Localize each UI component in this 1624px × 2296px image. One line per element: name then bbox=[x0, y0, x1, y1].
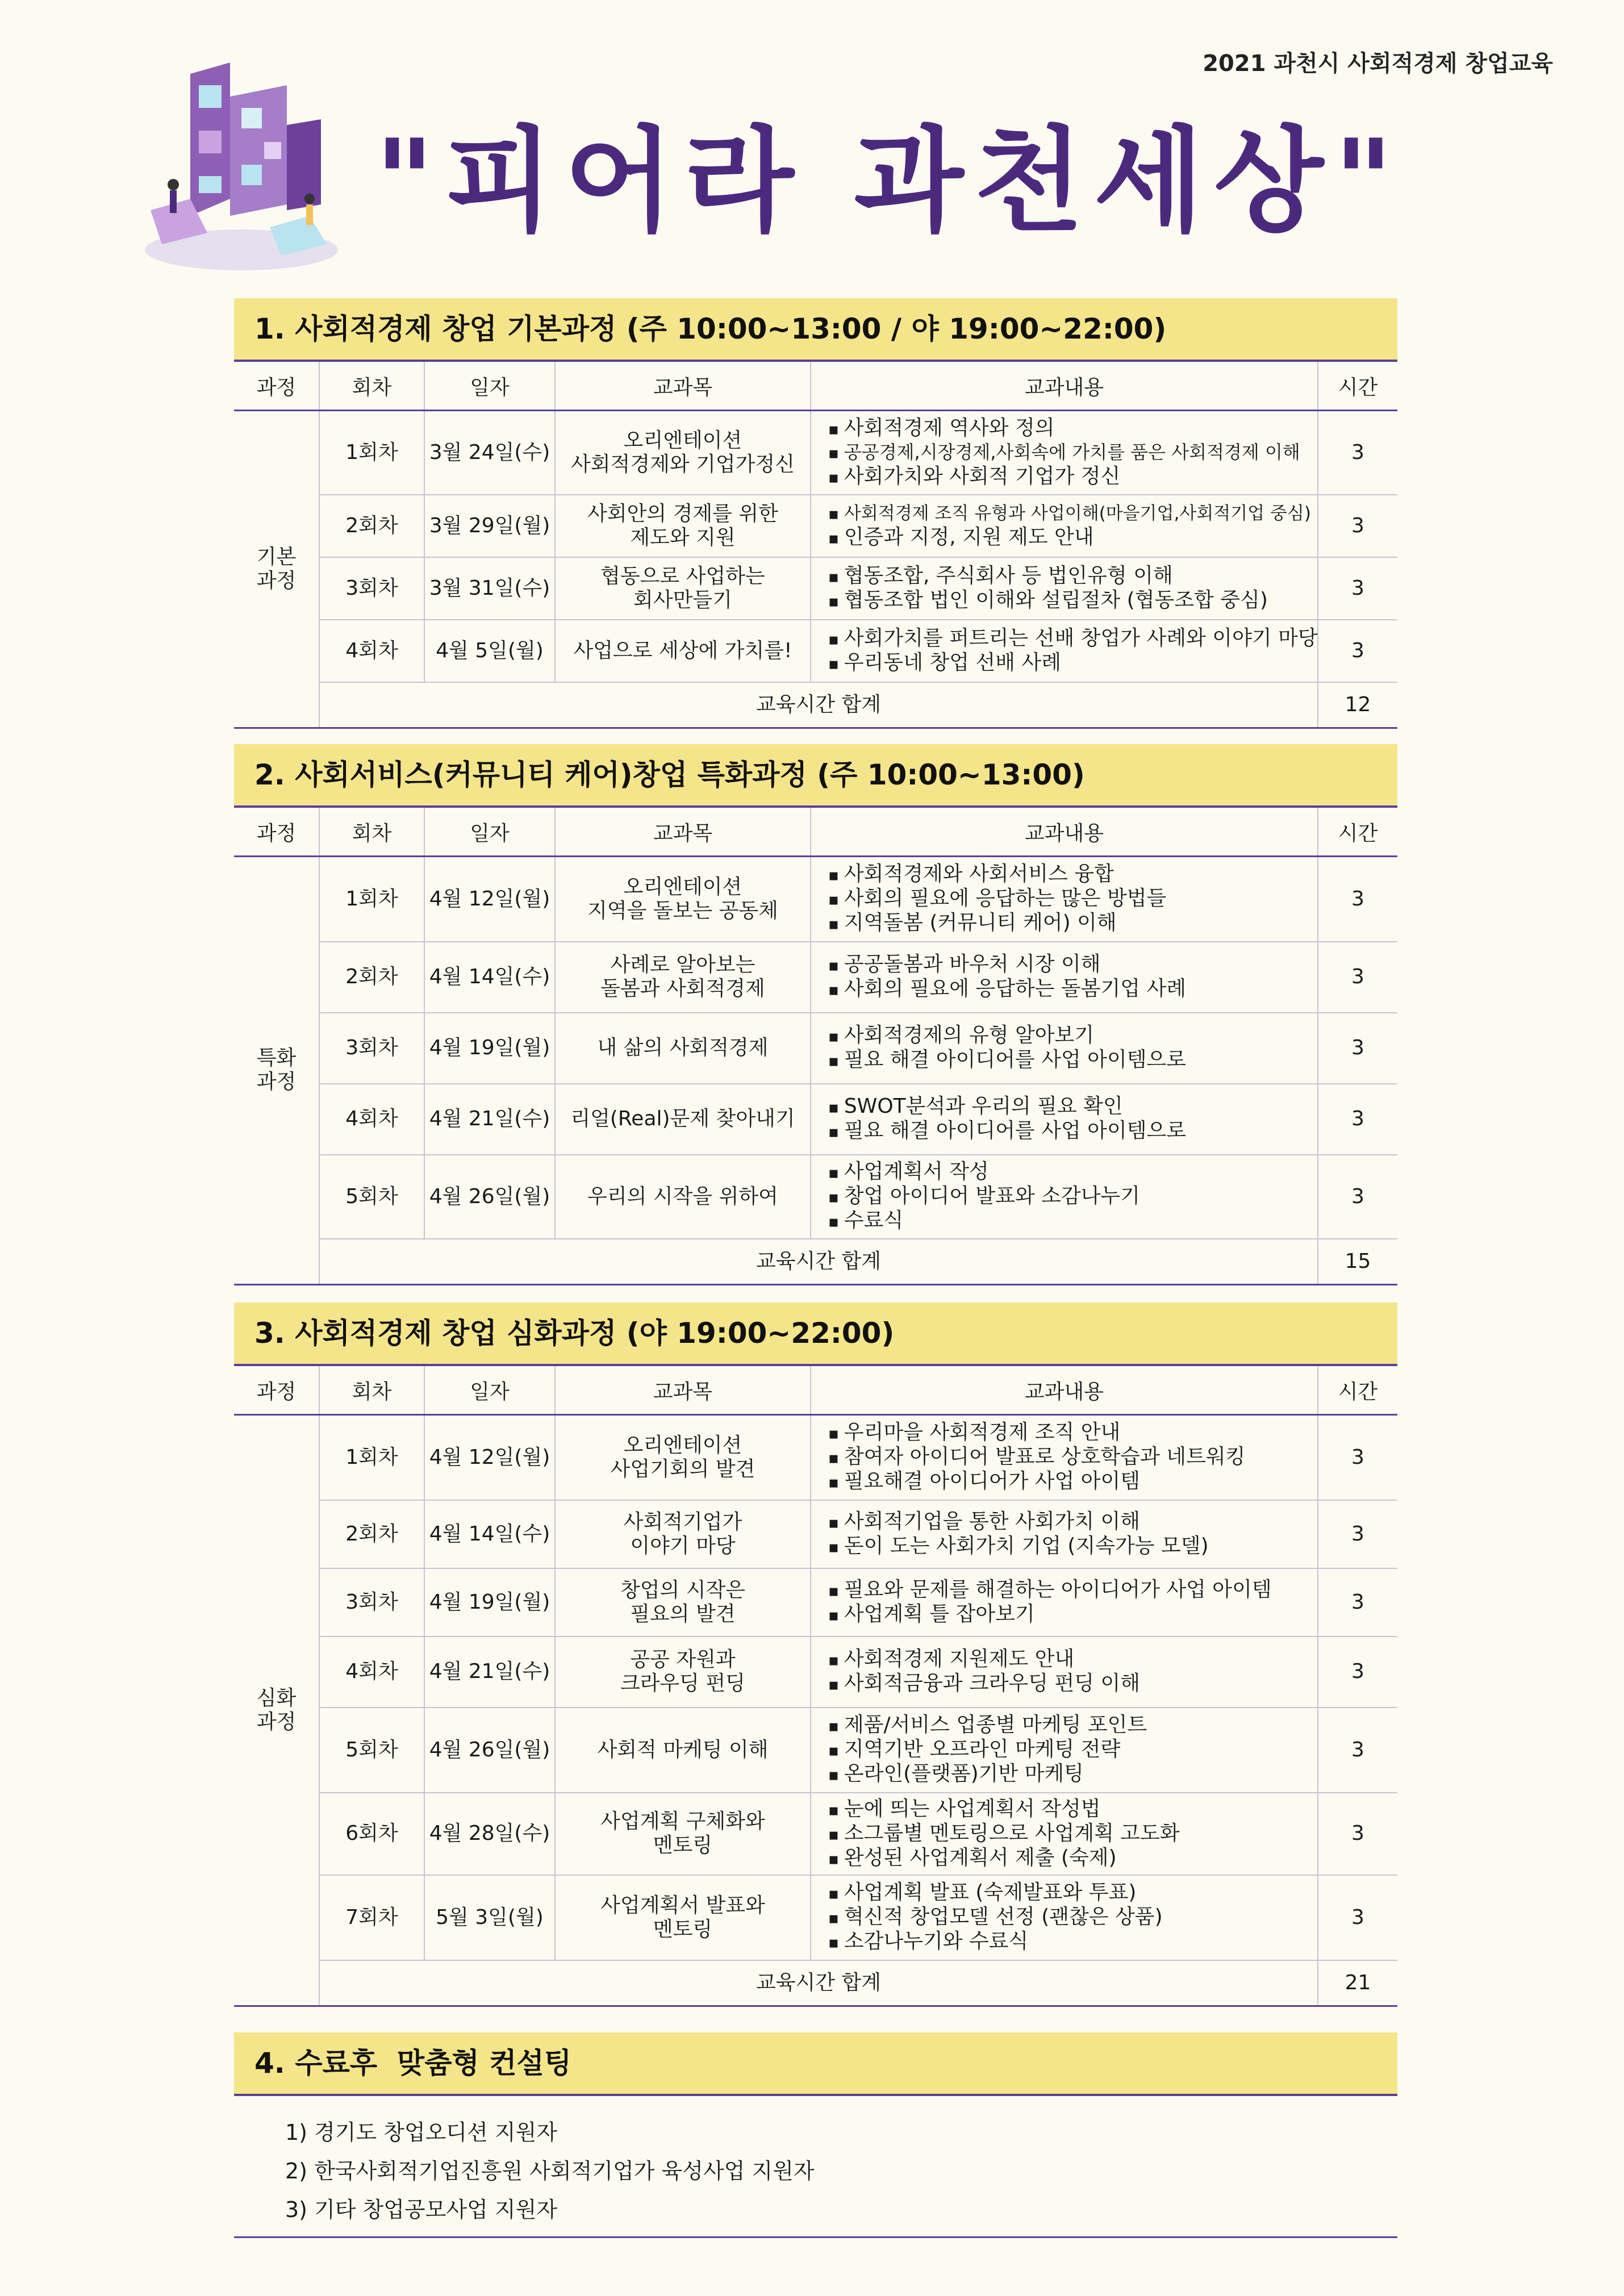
header-round: 회차 bbox=[319, 1366, 424, 1415]
hours-cell: 3 bbox=[1318, 1637, 1397, 1708]
date-cell: 4월 21일(수) bbox=[424, 1084, 555, 1155]
hours-cell: 3 bbox=[1318, 1013, 1397, 1084]
subject-cell: 사례로 알아보는 돌봄과 사회적경제 bbox=[555, 942, 811, 1013]
content-cell bbox=[811, 1013, 1318, 1084]
content-item: ▪ 제품/서비스 업종별 마케팅 포인트 bbox=[828, 1713, 1314, 1738]
content-cell bbox=[811, 1637, 1318, 1708]
hours-cell: 3 bbox=[1318, 1155, 1397, 1239]
content-item: ▪ 사업계획 틀 잡아보기 bbox=[828, 1602, 1314, 1627]
content-cell bbox=[811, 620, 1318, 682]
hours-cell: 3 bbox=[1318, 1568, 1397, 1637]
content-item: ▪ 창업 아이디어 발표와 소감나누기 bbox=[828, 1184, 1314, 1209]
subject-cell: 오리엔테이션 사업기회의 발견 bbox=[555, 1415, 811, 1500]
date-cell: 3월 29일(월) bbox=[424, 495, 555, 557]
total-label: 교육시간 합계 bbox=[319, 682, 1318, 728]
round-cell: 2회차 bbox=[319, 495, 424, 557]
subject-cell: 사업계획서 발표와 멘토링 bbox=[555, 1875, 811, 1960]
content-item: ▪ 사회적금융과 크라우딩 펀딩 이해 bbox=[828, 1672, 1314, 1696]
content-item: ▪ 협동조합, 주식회사 등 법인유형 이해 bbox=[828, 564, 1314, 588]
round-cell: 1회차 bbox=[319, 857, 424, 942]
hours-cell: 3 bbox=[1318, 942, 1397, 1013]
content-item: ▪ 사회적경제 지원제도 안내 bbox=[828, 1647, 1314, 1672]
content-item: ▪ 사회가치와 사회적 기업가 정신 bbox=[828, 465, 1314, 489]
content-item: ▪ 필요 해결 아이디어를 사업 아이템으로 bbox=[828, 1119, 1314, 1143]
header-content: 교과내용 bbox=[811, 808, 1318, 857]
section-title: 1. 사회적경제 창업 기본과정 (주 10:00~13:00 / 야 19:00~22:00) bbox=[234, 298, 1397, 362]
content-item: ▪ SWOT분석과 우리의 필요 확인 bbox=[828, 1095, 1314, 1119]
table-row bbox=[234, 1155, 1397, 1239]
content-item: ▪ 필요와 문제를 해결하는 아이디어가 사업 아이템 bbox=[828, 1578, 1314, 1602]
date-cell: 4월 21일(수) bbox=[424, 1637, 555, 1708]
round-cell: 5회차 bbox=[319, 1708, 424, 1793]
subject-cell: 내 삶의 사회적경제 bbox=[555, 1013, 811, 1084]
content-item: ▪ 인증과 지정, 지원 제도 안내 bbox=[828, 525, 1314, 550]
main-title: "피어라 과천세상" bbox=[375, 115, 1404, 248]
content-item: ▪ 지역기반 오프라인 마케팅 전략 bbox=[828, 1738, 1314, 1762]
hours-cell: 3 bbox=[1318, 1708, 1397, 1793]
content-item: ▪ 참여자 아이디어 발표로 상호학습과 네트워킹 bbox=[828, 1445, 1314, 1470]
hours-cell: 3 bbox=[1318, 620, 1397, 682]
consulting-list bbox=[234, 2096, 1397, 2238]
header-hours: 시간 bbox=[1318, 362, 1397, 411]
content-item: ▪ 사업계획서 작성 bbox=[828, 1160, 1314, 1184]
subject-cell: 사업계획 구체화와 멘토링 bbox=[555, 1793, 811, 1875]
header-subject: 교과목 bbox=[555, 362, 811, 411]
content-cell bbox=[811, 1415, 1318, 1500]
table-row bbox=[234, 1568, 1397, 1637]
table-row bbox=[234, 942, 1397, 1013]
content-item: ▪ 사회의 필요에 응답하는 돌봄기업 사례 bbox=[828, 977, 1314, 1001]
content-item: ▪ 지역돌봄 (커뮤니티 케어) 이해 bbox=[828, 911, 1314, 936]
content-item: ▪ 온라인(플랫폼)기반 마케팅 bbox=[828, 1762, 1314, 1786]
date-cell: 4월 26일(월) bbox=[424, 1708, 555, 1793]
hours-cell: 3 bbox=[1318, 1415, 1397, 1500]
total-row bbox=[234, 1239, 1397, 1285]
subject-cell: 사회안의 경제를 위한 제도와 지원 bbox=[555, 495, 811, 557]
content-item: ▪ 공공경제,시장경제,사회속에 가치를 품은 사회적경제 이해 bbox=[828, 441, 1314, 465]
date-cell: 4월 19일(월) bbox=[424, 1568, 555, 1637]
table-row bbox=[234, 495, 1397, 557]
content-item: ▪ 우리마을 사회적경제 조직 안내 bbox=[828, 1421, 1314, 1445]
hours-cell: 3 bbox=[1318, 495, 1397, 557]
header-date: 일자 bbox=[424, 362, 555, 411]
content-item: ▪ 사회의 필요에 응답하는 많은 방법들 bbox=[828, 887, 1314, 911]
content-item: ▪ 사회적경제 역사와 정의 bbox=[828, 416, 1314, 441]
table-row bbox=[234, 557, 1397, 620]
hours-cell: 3 bbox=[1318, 1500, 1397, 1568]
hours-cell: 3 bbox=[1318, 557, 1397, 620]
header-round: 회차 bbox=[319, 808, 424, 857]
date-cell: 4월 12일(월) bbox=[424, 1415, 555, 1500]
content-item: ▪ 완성된 사업계획서 제출 (숙제) bbox=[828, 1846, 1314, 1871]
subject-cell: 오리엔테이션 지역을 돌보는 공동체 bbox=[555, 857, 811, 942]
total-row bbox=[234, 682, 1397, 728]
content-item: ▪ 소그룹별 멘토링으로 사업계획 고도화 bbox=[828, 1822, 1314, 1846]
hours-cell: 3 bbox=[1318, 411, 1397, 495]
content-item: ▪ 수료식 bbox=[828, 1209, 1314, 1233]
total-label: 교육시간 합계 bbox=[319, 1960, 1318, 2006]
table-row bbox=[234, 620, 1397, 682]
date-cell: 4월 5일(월) bbox=[424, 620, 555, 682]
total-label: 교육시간 합계 bbox=[319, 1239, 1318, 1285]
subject-cell: 협동으로 사업하는 회사만들기 bbox=[555, 557, 811, 620]
section-title: 3. 사회적경제 창업 심화과정 (야 19:00~22:00) bbox=[234, 1303, 1397, 1366]
round-cell: 5회차 bbox=[319, 1155, 424, 1239]
subject-cell: 창업의 시작은 필요의 발견 bbox=[555, 1568, 811, 1637]
section-basic bbox=[234, 298, 1397, 729]
table-row bbox=[234, 1415, 1397, 1500]
header-course: 과정 bbox=[234, 362, 319, 411]
content-cell bbox=[811, 1875, 1318, 1960]
round-cell: 4회차 bbox=[319, 1637, 424, 1708]
section-consulting bbox=[234, 2032, 1397, 2238]
header-content: 교과내용 bbox=[811, 362, 1318, 411]
round-cell: 4회차 bbox=[319, 1084, 424, 1155]
date-cell: 5월 3일(월) bbox=[424, 1875, 555, 1960]
table-row bbox=[234, 1875, 1397, 1960]
round-cell: 1회차 bbox=[319, 1415, 424, 1500]
hours-cell: 3 bbox=[1318, 1793, 1397, 1875]
schedule-table bbox=[234, 362, 1397, 729]
round-cell: 6회차 bbox=[319, 1793, 424, 1875]
section-special bbox=[234, 744, 1397, 1285]
course-label: 기본 과정 bbox=[234, 411, 319, 728]
content-item: ▪ 사업계획 발표 (숙제발표와 투표) bbox=[828, 1881, 1314, 1905]
total-hours: 15 bbox=[1318, 1239, 1397, 1285]
content-item: ▪ 공공돌봄과 바우처 시장 이해 bbox=[828, 953, 1314, 977]
table-row bbox=[234, 1500, 1397, 1568]
date-cell: 3월 31일(수) bbox=[424, 557, 555, 620]
header-course: 과정 bbox=[234, 1366, 319, 1415]
course-label: 특화 과정 bbox=[234, 857, 319, 1285]
header-round: 회차 bbox=[319, 362, 424, 411]
round-cell: 3회차 bbox=[319, 557, 424, 620]
content-item: ▪ 돈이 도는 사회가치 기업 (지속가능 모델) bbox=[828, 1534, 1314, 1559]
table-row bbox=[234, 1793, 1397, 1875]
header-date: 일자 bbox=[424, 808, 555, 857]
section-title: 2. 사회서비스(커뮤니티 케어)창업 특화과정 (주 10:00~13:00) bbox=[234, 744, 1397, 808]
table-row bbox=[234, 1013, 1397, 1084]
subject-cell: 리얼(Real)문제 찾아내기 bbox=[555, 1084, 811, 1155]
content-item: ▪ 사회적경제와 사회서비스 융합 bbox=[828, 862, 1314, 887]
content-item: ▪ 필요 해결 아이디어를 사업 아이템으로 bbox=[828, 1048, 1314, 1072]
section-advanced bbox=[234, 1303, 1397, 2007]
content-cell bbox=[811, 495, 1318, 557]
date-cell: 4월 28일(수) bbox=[424, 1793, 555, 1875]
total-hours: 12 bbox=[1318, 682, 1397, 728]
subject-cell: 공공 자원과 크라우딩 펀딩 bbox=[555, 1637, 811, 1708]
header-content: 교과내용 bbox=[811, 1366, 1318, 1415]
content-item: ▪ 혁신적 창업모델 선정 (괜찮은 상품) bbox=[828, 1905, 1314, 1930]
content-item: ▪ 사회가치를 퍼트리는 선배 창업가 사례와 이야기 마당 bbox=[828, 627, 1314, 651]
header-subject: 교과목 bbox=[555, 1366, 811, 1415]
hours-cell: 3 bbox=[1318, 857, 1397, 942]
course-label: 심화 과정 bbox=[234, 1415, 319, 2006]
content-item: ▪ 우리동네 창업 선배 사례 bbox=[828, 651, 1314, 675]
content-cell bbox=[811, 857, 1318, 942]
schedule-table bbox=[234, 1366, 1397, 2007]
subject-cell: 사회적 마케팅 이해 bbox=[555, 1708, 811, 1793]
content-item: ▪ 사회적기업을 통한 사회가치 이해 bbox=[828, 1510, 1314, 1534]
round-cell: 7회차 bbox=[319, 1875, 424, 1960]
hours-cell: 3 bbox=[1318, 1875, 1397, 1960]
round-cell: 1회차 bbox=[319, 411, 424, 495]
header-hours: 시간 bbox=[1318, 808, 1397, 857]
list-item: 3) 기타 창업공모사업 지원자 bbox=[285, 2197, 558, 2222]
list-item: 2) 한국사회적기업진흥원 사회적기업가 육성사업 지원자 bbox=[285, 2159, 815, 2184]
list-item: 1) 경기도 창업오디션 지원자 bbox=[285, 2120, 558, 2145]
table-row bbox=[234, 1084, 1397, 1155]
date-cell: 4월 19일(월) bbox=[424, 1013, 555, 1084]
section-title: 4. 수료후 맞춤형 컨설팅 bbox=[234, 2032, 1397, 2096]
date-cell: 4월 14일(수) bbox=[424, 1500, 555, 1568]
subject-cell: 오리엔테이션 사회적경제와 기업가정신 bbox=[555, 411, 811, 495]
hours-cell: 3 bbox=[1318, 1084, 1397, 1155]
date-cell: 3월 24일(수) bbox=[424, 411, 555, 495]
content-cell bbox=[811, 1568, 1318, 1637]
content-cell bbox=[811, 1708, 1318, 1793]
round-cell: 4회차 bbox=[319, 620, 424, 682]
puzzle-illustration-icon bbox=[139, 62, 344, 273]
round-cell: 3회차 bbox=[319, 1013, 424, 1084]
content-cell bbox=[811, 1155, 1318, 1239]
subject-cell: 사회적기업가 이야기 마당 bbox=[555, 1500, 811, 1568]
date-cell: 4월 12일(월) bbox=[424, 857, 555, 942]
table-row bbox=[234, 857, 1397, 942]
content-cell bbox=[811, 1084, 1318, 1155]
header-date: 일자 bbox=[424, 1366, 555, 1415]
top-label: 2021 과천시 사회적경제 창업교육 bbox=[1203, 51, 1553, 77]
content-item: ▪ 눈에 띄는 사업계획서 작성법 bbox=[828, 1797, 1314, 1822]
total-row bbox=[234, 1960, 1397, 2006]
content-item: ▪ 소감나누기와 수료식 bbox=[828, 1930, 1314, 1954]
round-cell: 3회차 bbox=[319, 1568, 424, 1637]
content-cell bbox=[811, 1500, 1318, 1568]
header-hours: 시간 bbox=[1318, 1366, 1397, 1415]
header-subject: 교과목 bbox=[555, 808, 811, 857]
header-course: 과정 bbox=[234, 808, 319, 857]
round-cell: 2회차 bbox=[319, 942, 424, 1013]
date-cell: 4월 26일(월) bbox=[424, 1155, 555, 1239]
subject-cell: 사업으로 세상에 가치를! bbox=[555, 620, 811, 682]
total-hours: 21 bbox=[1318, 1960, 1397, 2006]
table-row bbox=[234, 411, 1397, 495]
content-item: ▪ 필요해결 아이디어가 사업 아이템 bbox=[828, 1470, 1314, 1494]
content-cell bbox=[811, 942, 1318, 1013]
content-cell bbox=[811, 1793, 1318, 1875]
table-row bbox=[234, 1637, 1397, 1708]
content-cell bbox=[811, 411, 1318, 495]
content-item: ▪ 사회적경제 조직 유형과 사업이해(마을기업,사회적기업 중심) bbox=[828, 502, 1314, 525]
round-cell: 2회차 bbox=[319, 1500, 424, 1568]
content-item: ▪ 사회적경제의 유형 알아보기 bbox=[828, 1024, 1314, 1048]
subject-cell: 우리의 시작을 위하여 bbox=[555, 1155, 811, 1239]
content-item: ▪ 협동조합 법인 이해와 설립절차 (협동조합 중심) bbox=[828, 588, 1314, 613]
schedule-table bbox=[234, 808, 1397, 1285]
content-cell bbox=[811, 557, 1318, 620]
table-row bbox=[234, 1708, 1397, 1793]
date-cell: 4월 14일(수) bbox=[424, 942, 555, 1013]
